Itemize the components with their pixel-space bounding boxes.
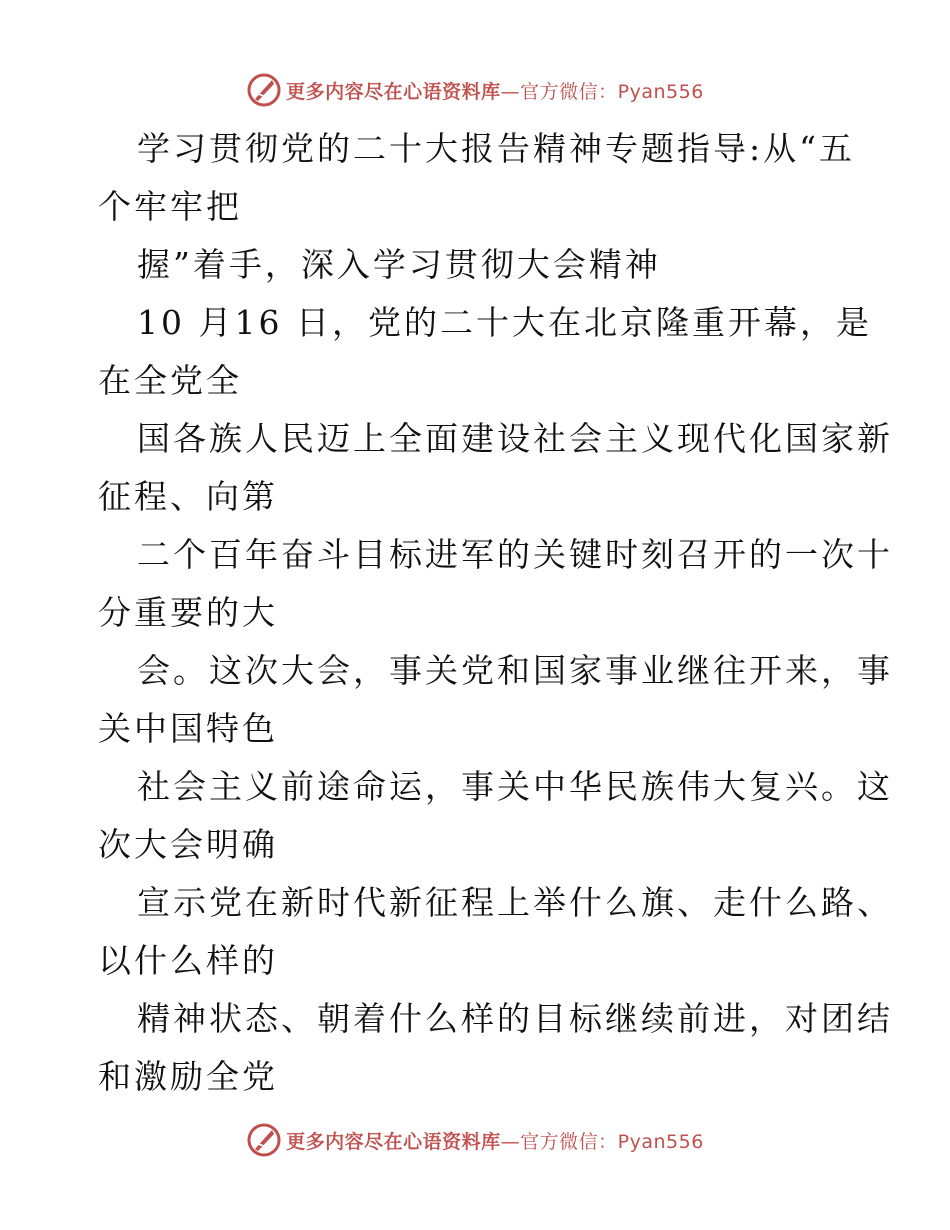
banner-sub-text: —官方微信：Pyan556 bbox=[500, 80, 704, 103]
body-line: 次大会明确 bbox=[98, 825, 278, 864]
body-line: 国各族人民迈上全面建设社会主义现代化国家新 bbox=[137, 419, 893, 458]
body-line: 和激励全党 bbox=[98, 1057, 278, 1096]
body-line: 握”着手，深入学习贯彻大会精神 bbox=[137, 245, 661, 284]
body-line: 在全党全 bbox=[98, 361, 242, 400]
quill-logo-icon bbox=[246, 1122, 282, 1158]
body-line: 征程、向第 bbox=[98, 477, 278, 516]
body-line: 关中国特色 bbox=[98, 709, 278, 748]
body-line: 二个百年奋斗目标进军的关键时刻召开的一次十 bbox=[137, 535, 893, 574]
body-line: 社会主义前途命运，事关中华民族伟大复兴。这 bbox=[137, 767, 893, 806]
body-line: 学习贯彻党的二十大报告精神专题指导:从“五 bbox=[137, 129, 855, 168]
body-line: 宣示党在新时代新征程上举什么旗、走什么路、 bbox=[137, 883, 893, 922]
banner-sub-text: —官方微信：Pyan556 bbox=[500, 1130, 704, 1153]
body-line: 以什么样的 bbox=[98, 941, 278, 980]
footer-banner bbox=[0, 1120, 950, 1160]
banner-main-text: 更多内容尽在心语资料库 bbox=[286, 80, 501, 103]
body-line: 会。这次大会，事关党和国家事业继往开来，事 bbox=[137, 651, 893, 690]
banner-main-text: 更多内容尽在心语资料库 bbox=[286, 1130, 501, 1153]
body-line: 精神状态、朝着什么样的目标继续前进，对团结 bbox=[137, 999, 893, 1038]
body-line: 10 月16 日，党的二十大在北京隆重开幕，是 bbox=[137, 303, 872, 342]
quill-logo-icon bbox=[246, 72, 282, 108]
header-banner bbox=[0, 70, 950, 110]
body-line: 分重要的大 bbox=[98, 593, 278, 632]
body-line: 个牢牢把 bbox=[98, 187, 242, 226]
